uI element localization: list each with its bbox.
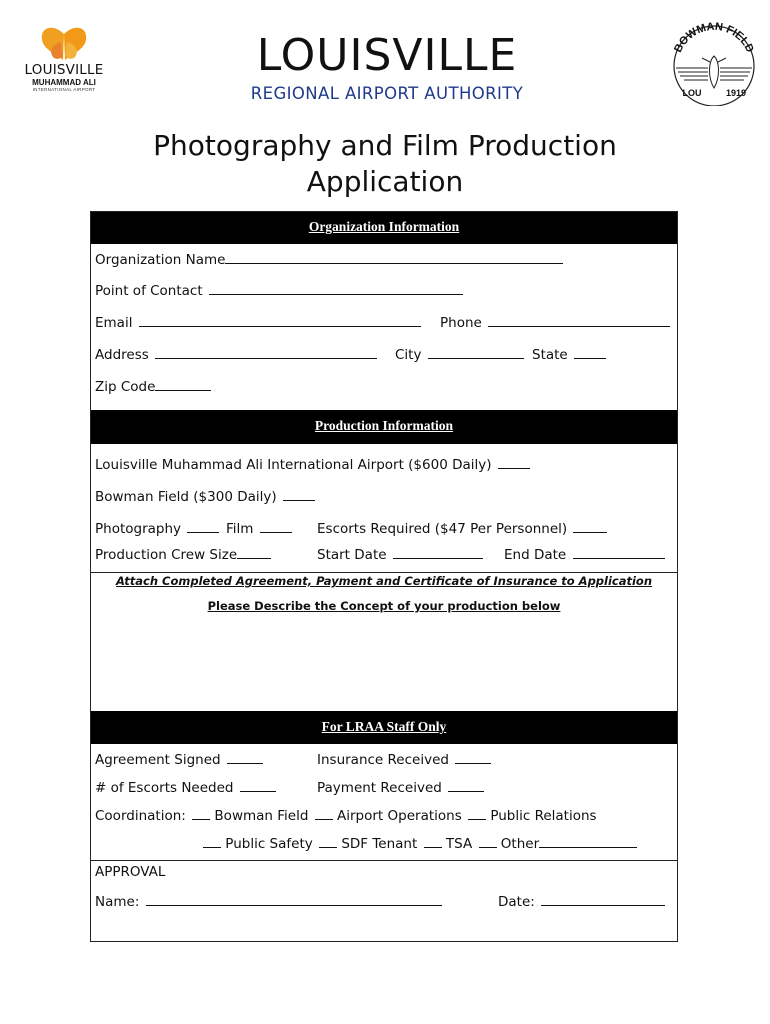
insurance-received-blank[interactable] (455, 752, 491, 764)
bowman-arc-text: BOWMAN FIELD (672, 22, 756, 55)
attach-notice: Attach Completed Agreement, Payment and Certificate of Insurance to Application (115, 574, 653, 588)
escorts-blank[interactable] (573, 521, 607, 533)
coord-airport-ops-blank[interactable] (315, 808, 333, 820)
organization-heading: Organization Information (91, 212, 677, 244)
coord-public-rel-blank[interactable] (468, 808, 486, 820)
email-label: Email (95, 315, 133, 331)
escorts-needed-label: # of Escorts Needed (95, 780, 234, 796)
photography-label: Photography (95, 521, 182, 537)
end-date-blank[interactable] (573, 547, 665, 559)
film-field[interactable] (226, 521, 292, 537)
title-line-1: Photography and Film Production (153, 129, 617, 162)
city-blank[interactable] (428, 347, 524, 359)
coordination-label: Coordination: (95, 808, 186, 824)
lmaia-logo (14, 24, 114, 96)
coord-public-safety-label: Public Safety (225, 836, 313, 852)
org-name-blank[interactable] (225, 252, 563, 264)
agreement-signed-blank[interactable] (227, 752, 263, 764)
zip-blank[interactable] (155, 379, 211, 391)
city-label: City (395, 347, 422, 363)
crew-size-label: Production Crew Size (95, 547, 238, 563)
contact-field[interactable] (95, 283, 463, 299)
coord-tsa-label: TSA (445, 836, 473, 852)
payment-received-field[interactable] (317, 780, 484, 796)
coord-bowman-label: Bowman Field (214, 808, 309, 824)
bowman-field-logo (664, 22, 764, 106)
coord-bowman-blank[interactable] (192, 808, 210, 820)
email-field[interactable] (95, 315, 421, 331)
logo-left-line3: INTERNATIONAL AIRPORT (32, 87, 96, 92)
agreement-signed-field[interactable] (95, 752, 263, 768)
approval-date-blank[interactable] (541, 894, 665, 906)
zip-field[interactable] (95, 379, 211, 395)
address-blank[interactable] (155, 347, 377, 359)
staff-heading: For LRAA Staff Only (91, 711, 677, 744)
sdf-option-blank[interactable] (498, 457, 530, 469)
state-label: State (532, 347, 568, 363)
coord-public-safety-blank[interactable] (203, 836, 221, 848)
production-heading: Production Information (91, 410, 677, 444)
photography-blank[interactable] (187, 521, 219, 533)
coord-other-text-blank[interactable] (539, 836, 637, 848)
escorts-needed-blank[interactable] (240, 780, 276, 792)
escorts-needed-field[interactable] (95, 780, 276, 796)
phone-field[interactable] (440, 315, 670, 331)
insurance-received-field[interactable] (317, 752, 491, 768)
approval-divider (91, 860, 677, 861)
org-name-label: Organization Name (95, 252, 226, 268)
svg-text:BOWMAN FIELD (672, 22, 756, 55)
email-blank[interactable] (139, 315, 421, 327)
bowman-option-blank[interactable] (283, 489, 315, 501)
authority-subtitle: REGIONAL AIRPORT AUTHORITY (250, 84, 524, 103)
start-date-label: Start Date (317, 547, 387, 563)
concept-description-area[interactable] (95, 618, 673, 708)
title-line-2: Application (306, 165, 464, 198)
phone-blank[interactable] (488, 315, 670, 327)
coord-tsa-blank[interactable] (424, 836, 442, 848)
end-date-label: End Date (504, 547, 567, 563)
application-form (90, 211, 678, 942)
bowman-option-label: Bowman Field ($300 Daily) (95, 489, 277, 505)
coord-public-rel-label: Public Relations (490, 808, 597, 824)
approval-date-field[interactable] (498, 894, 665, 910)
bowman-field-emblem-icon (664, 22, 764, 106)
bowman-year-text: 1919 (725, 88, 747, 98)
payment-received-blank[interactable] (448, 780, 484, 792)
logo-left-line1: LOUISVILLE (24, 62, 104, 78)
crew-size-blank[interactable] (237, 547, 271, 559)
butterfly-icon (14, 24, 114, 64)
contact-label: Point of Contact (95, 283, 203, 299)
logo-left-line2: MUHAMMAD ALI (32, 78, 96, 87)
coord-sdf-tenant-label: SDF Tenant (341, 836, 418, 852)
crew-size-field[interactable] (95, 547, 271, 563)
sdf-option-label: Louisville Muhammad Ali International Airport ($600 Daily) (95, 457, 492, 473)
state-blank[interactable] (574, 347, 606, 359)
escorts-field[interactable] (317, 521, 607, 537)
address-label: Address (95, 347, 149, 363)
state-field[interactable] (532, 347, 606, 363)
coord-other-blank[interactable] (479, 836, 497, 848)
start-date-field[interactable] (317, 547, 483, 563)
address-field[interactable] (95, 347, 377, 363)
insurance-received-label: Insurance Received (317, 752, 449, 768)
coord-sdf-tenant-blank[interactable] (319, 836, 337, 848)
sdf-option-field[interactable] (95, 457, 530, 473)
approval-label: APPROVAL (95, 864, 166, 880)
city-field[interactable] (395, 347, 524, 363)
document-title (0, 128, 770, 200)
coordination-row-2 (203, 836, 637, 852)
film-blank[interactable] (260, 521, 292, 533)
divider (91, 572, 677, 573)
end-date-field[interactable] (504, 547, 665, 563)
coord-airport-ops-label: Airport Operations (337, 808, 462, 824)
start-date-blank[interactable] (393, 547, 483, 559)
zip-label: Zip Code (95, 379, 156, 395)
bowman-option-field[interactable] (95, 489, 315, 505)
approval-name-label: Name: (95, 894, 140, 910)
escorts-label: Escorts Required ($47 Per Personnel) (317, 521, 568, 537)
phone-label: Phone (440, 315, 482, 331)
approval-date-label: Date: (498, 894, 535, 910)
coordination-row-1 (95, 808, 597, 824)
approval-name-blank[interactable] (146, 894, 442, 906)
contact-blank[interactable] (209, 283, 463, 295)
agreement-signed-label: Agreement Signed (95, 752, 221, 768)
coord-other-label: Other (500, 836, 540, 852)
bowman-left-text: LOU (682, 88, 702, 98)
payment-received-label: Payment Received (317, 780, 442, 796)
photography-field[interactable] (95, 521, 219, 537)
describe-notice: Please Describe the Concept of your production below (207, 599, 561, 613)
authority-title: LOUISVILLE (256, 30, 518, 81)
film-label: Film (226, 521, 254, 537)
org-name-field[interactable] (95, 252, 563, 268)
approval-name-field[interactable] (95, 894, 442, 910)
